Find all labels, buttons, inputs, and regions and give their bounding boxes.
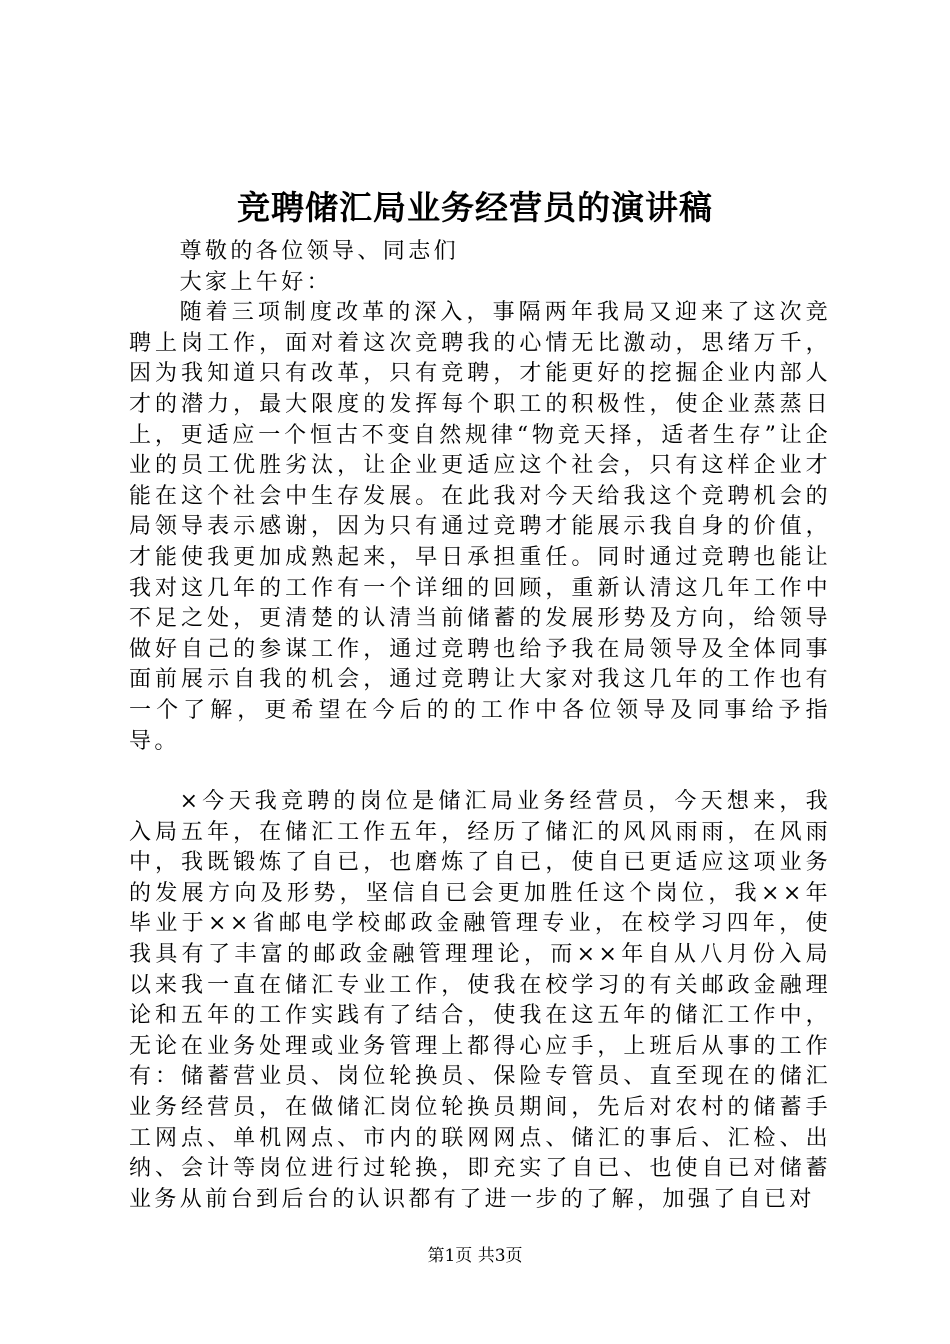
page-footer: 第1页 共3页 [427,1246,523,1266]
document-title: 竞聘储汇局业务经营员的演讲稿 [237,188,713,227]
document-body [129,237,831,1215]
greeting-line: 大家上午好： [179,269,332,295]
body-paragraph: ×今天我竞聘的岗位是储汇局业务经营员，今天想来，我入局五年，在储汇工作五年，经历了储汇的风风雨雨，在风雨中，我既锻炼了自已，也磨炼了自已，使自已更适应这项业务的发展方向及形势，坚信自已会更加胜任这个岗位，我××年毕业于××省邮电学校邮政金融管理专业，在校学习四年，使我具有了丰富的邮政金融管理理论，而××年自从八月份入局以来我一直在储汇专业工作，使我在校学习的有关邮政金融理论和五年的工作实践有了结合，使我在这五年的储汇工作中，无论在业务处理或业务管理上都得心应手，上班后从事的工作有：储蓄营业员、岗位轮换员、保险专管员、直至现在的储汇业务经营员，在做储汇岗位轮换员期间，先后对农村的储蓄手工网点、单机网点、市内的联网网点、储汇的事后、汇检、出纳、会计等岗位进行过轮换，即充实了自已、也使自已对储蓄业务从前台到后台的认识都有了进一步的了解，加强了自已对 [129,789,831,1212]
salutation-line: 尊敬的各位领导、同志们 [179,239,459,264]
body-paragraph: 随着三项制度改革的深入，事隔两年我局又迎来了这次竞聘上岗工作，面对着这次竞聘我的心情无比激动，思绪万千，因为我知道只有改革，只有竞聘，才能更好的挖掘企业内部人才的潜力，最大限度的发挥每个职工的积极性，使企业蒸蒸日上，更适应一个恒古不变自然规律“物竞天择，适者生存”让企业的员工优胜劣汰，让企业更适应这个社会，只有这样企业才能在这个社会中生存发展。在此我对今天给我这个竞聘机会的局领导表示感谢，因为只有通过竞聘才能展示我自身的价值，才能使我更加成熟起来，早日承担重任。同时通过竞聘也能让我对这几年的工作有一个详细的回顾，重新认清这几年工作中不足之处，更清楚的认清当前储蓄的发展形势及方向，给领导做好自己的参谋工作，通过竞聘也给予我在局领导及全体同事面前展示自我的机会，通过竞聘让大家对我这几年的工作也有一个了解，更希望在今后的的工作中各位领导及同事给予指导。 [129,300,831,754]
